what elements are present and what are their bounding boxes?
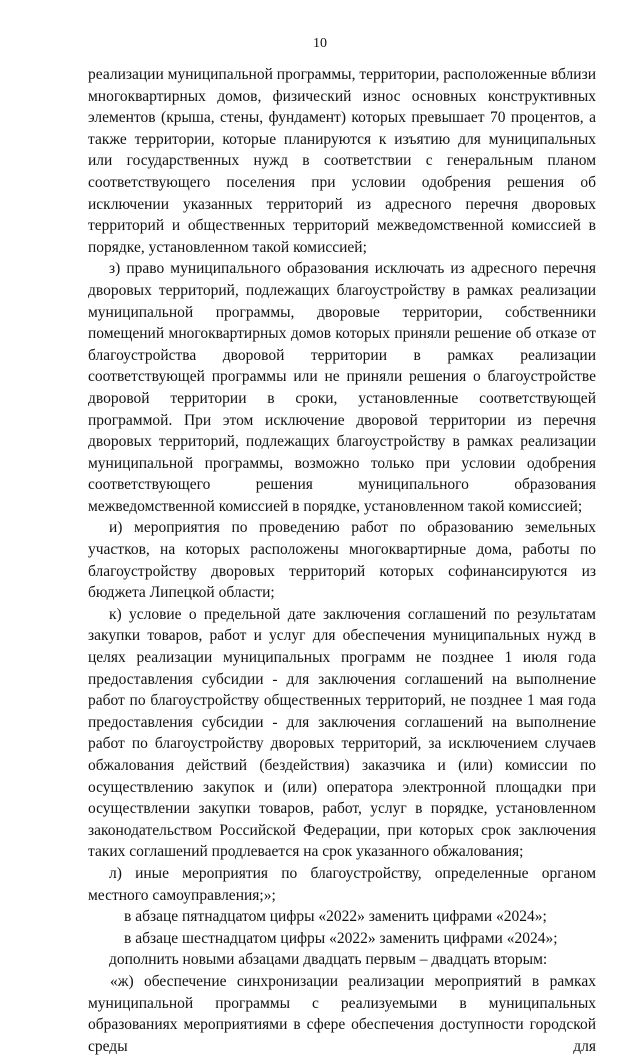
document-body: [88, 64, 596, 1057]
page-number: 10: [313, 36, 327, 51]
paragraph-item-l: л) иные мероприятия по благоустройству, определенные органом местного самоуправления;»;: [88, 864, 596, 904]
paragraph-item-k: к) условие о предельной дате заключения соглашений по результатам закупки товаров, работ и услуг для обеспечения муниципальных нужд в целях реализации муниципальных программ не позднее 1 июля года предоставления субсидии - для заключения соглашений на выполнение работ по благоустройству общественных территорий, не позднее 1 мая года предоставления субсидии - для заключения соглашений на выполнение работ по благоустройству дворовых территорий, за исключением случаев обжалования действий (бездействия) заказчика и (или) комиссии по осуществлению закупок и (или) оператора электронной площадки при осуществлении закупки товаров, работ, услуг в порядке, установленном законодательством Российской Федерации, при которых срок заключения таких соглашений продлевается на срок указанного обжалования;: [88, 605, 596, 861]
paragraph-item-z: з) право муниципального образования исключать из адресного перечня дворовых территорий, подлежащих благоустройству в рамках реализации муниципальной программы, дворовые территории, собственники помещений многоквартирных домов которых приняли решение об отказе от благоустройства дворовой территории в рамках реализации соответствующей программы или не приняли решения о благоустройстве дворовой территории в сроки, установленные соответствующей программой. При этом исключение дворовой территории из перечня дворовых территорий, подлежащих благоустройству в рамках реализации муниципальной программы, возможно только при условии одобрения соответствующего решения муниципального образования межведомственной комиссией в порядке, установленном такой комиссией;: [88, 260, 596, 515]
paragraph-amend-15: в абзаце пятнадцатом цифры «2022» заменить цифрами «2024»;: [124, 908, 547, 926]
paragraph-amend-16: в абзаце шестнадцатом цифры «2022» заменить цифрами «2024»;: [124, 929, 558, 947]
paragraph-add-new: дополнить новыми абзацами двадцать первым – двадцать вторым:: [109, 951, 548, 969]
paragraph-item-i: и) мероприятия по проведению работ по образованию земельных участков, на которых расположены многоквартирные дома, работы по благоустройству дворовых территорий которых софинансируются из бюджета Липецкой области;: [88, 519, 596, 602]
paragraph-item-zh: «ж) обеспечение синхронизации реализации мероприятий в рамках муниципальной программы с реализуемыми в муниципальных образованиях мероприятиями в сфере обеспечения доступности городской среды для: [88, 972, 596, 1055]
paragraph-continuation: реализации муниципальной программы, территории, расположенные вблизи многоквартирных домов, физический износ основных конструктивных элементов (крыша, стены, фундамент) которых превышает 70 процентов, а также территории, которые планируются к изъятию для муниципальных или государственных нужд в соответствии с генеральным планом соответствующего поселения при условии одобрения решения об исключении указанных территорий из адресного перечня дворовых территорий и общественных территорий межведомственной комиссией в порядке, установленном такой комиссией;: [88, 66, 596, 256]
